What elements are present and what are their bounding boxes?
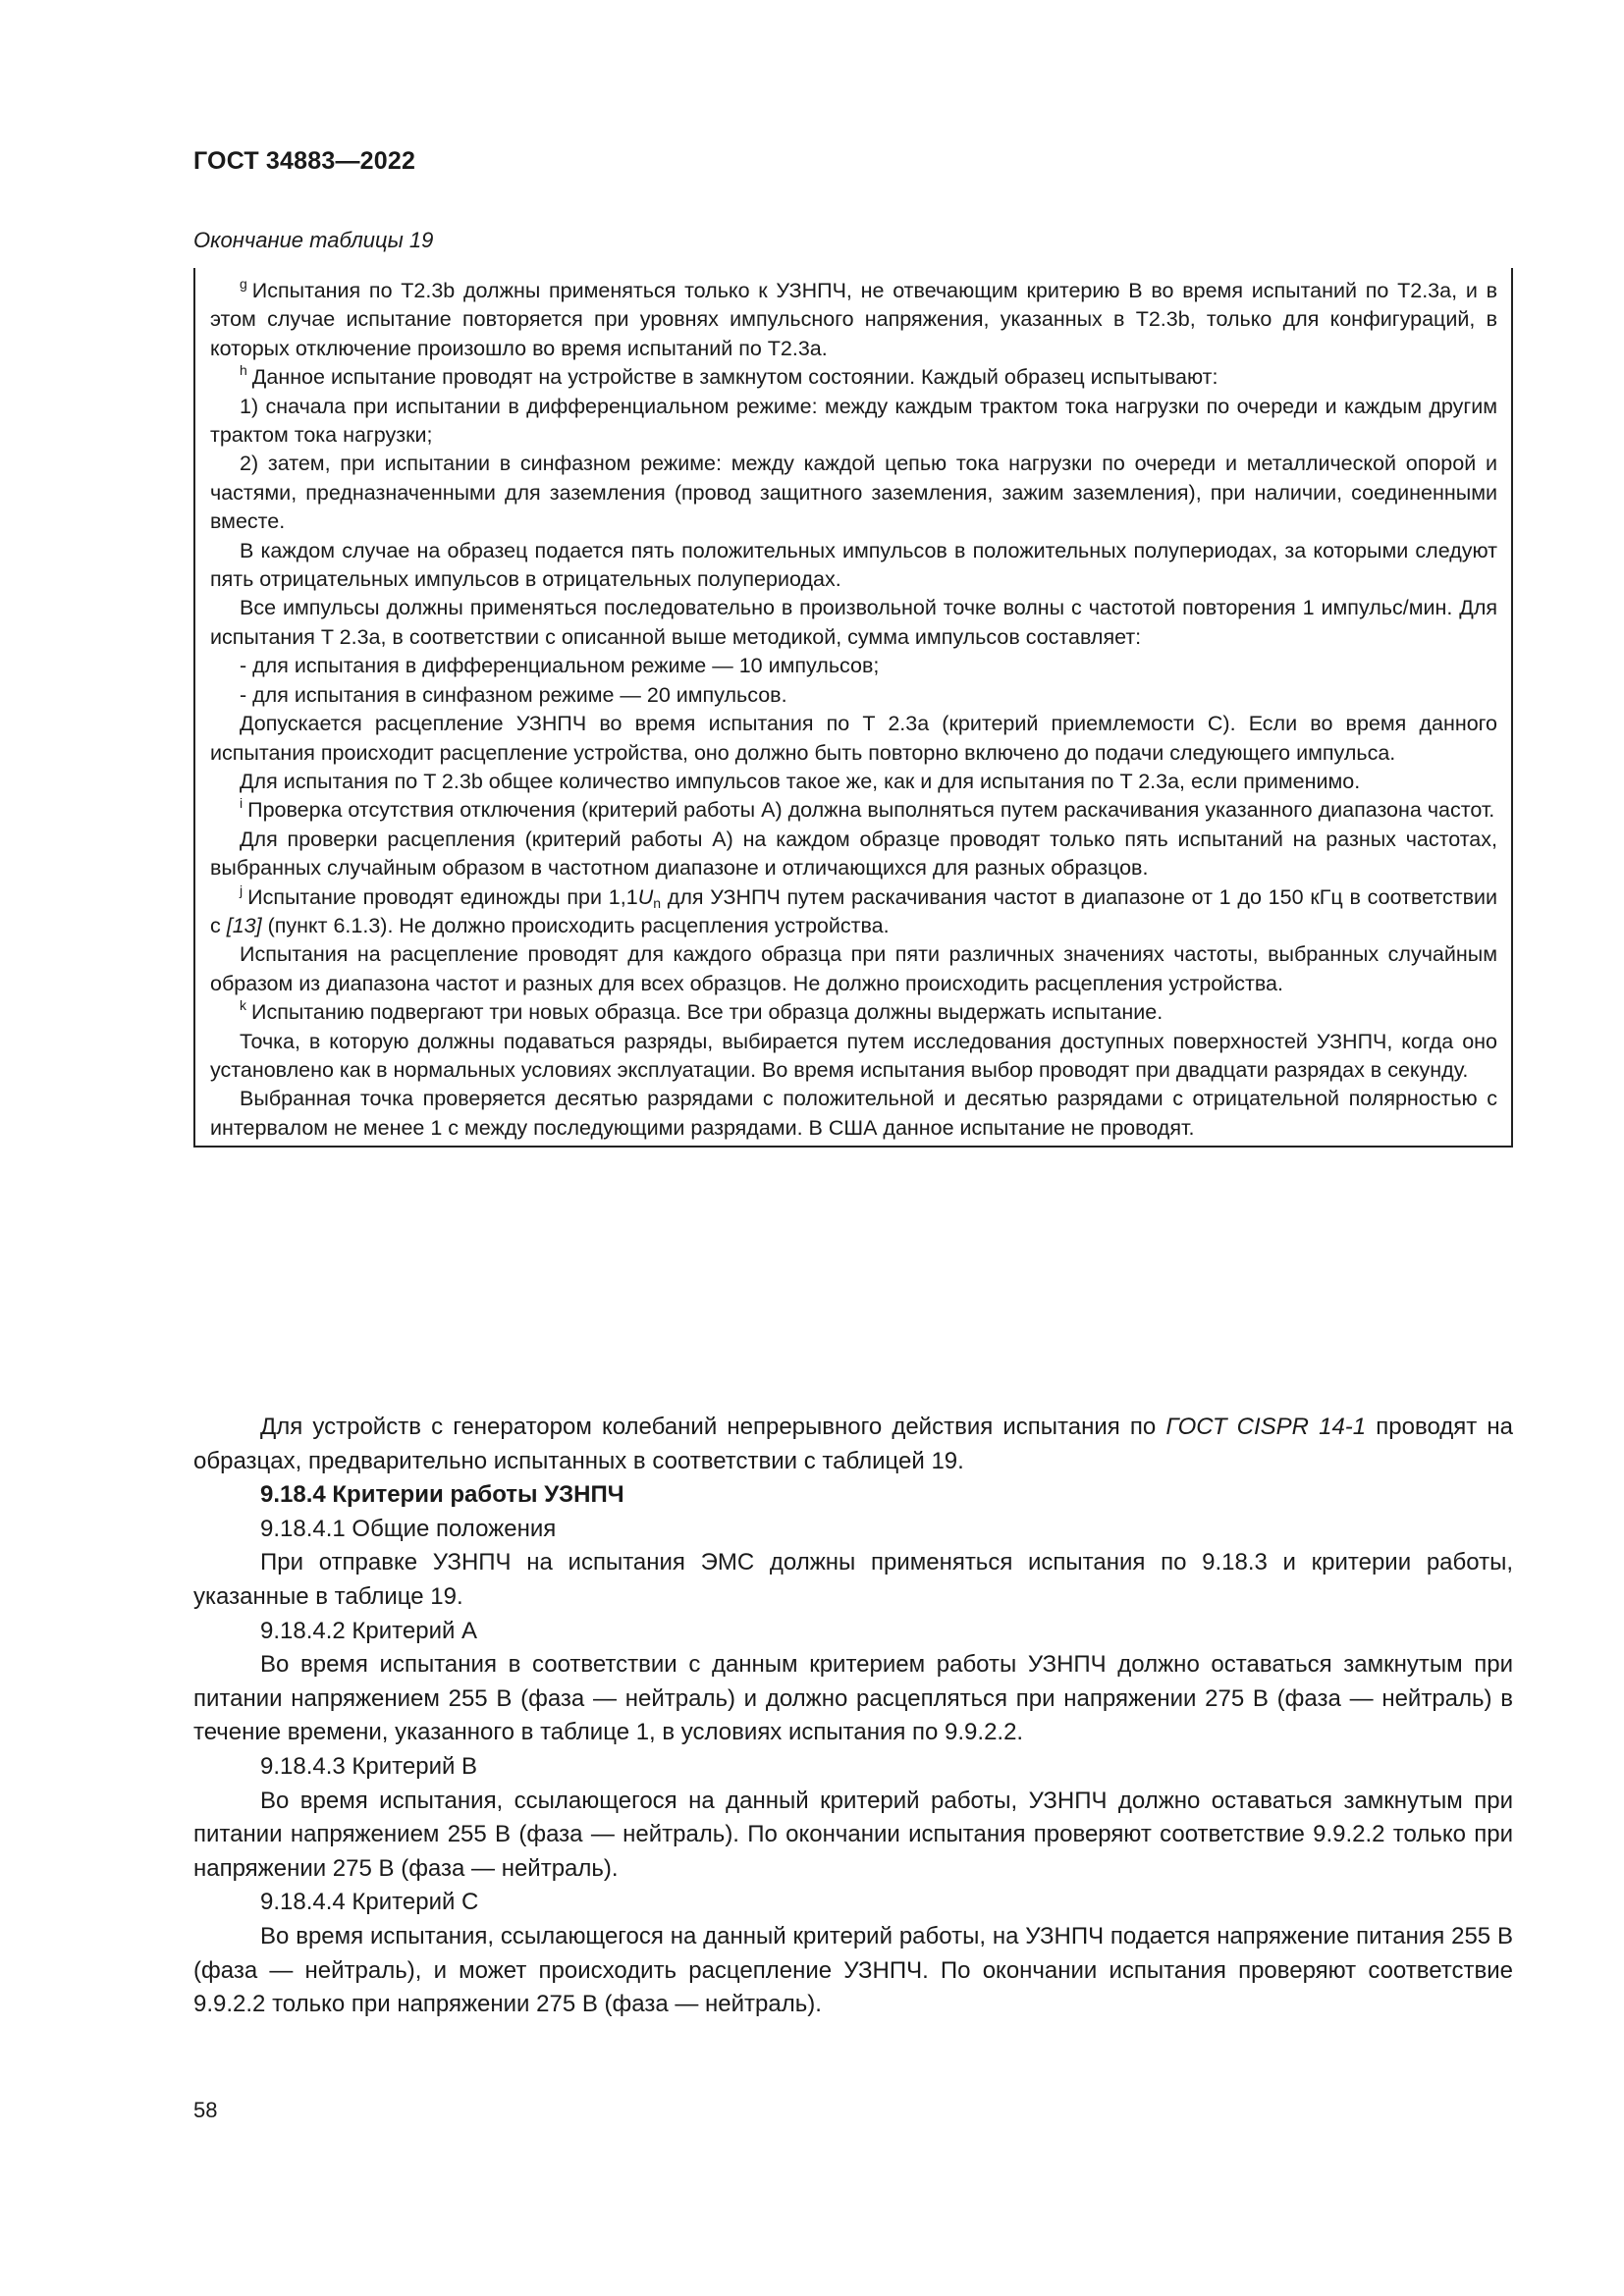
table-continuation-caption: Окончание таблицы 19	[193, 228, 434, 252]
footnote-text: Проверка отсутствия отключения (критерий работы А) должна выполняться путем раскачивания указанного диапазона частот.	[247, 798, 1495, 823]
footnote-paragraph: Выбранная точка проверяется десятью разрядами с положительной и десятью разрядами с отрицательной полярностью с интервалом не менее 1 с между последующими разрядами. В США данное испытание не проводят.	[210, 1087, 1497, 1140]
body-text-span: проводят на образцах, предварительно испытанных в соответствии с таблицей 19.	[193, 1414, 1514, 1474]
footnote-g	[210, 277, 1497, 363]
standard-reference: ГОСТ CISPR 14-1	[1165, 1414, 1367, 1440]
footnote-dash-item: - для испытания в дифференциальном режиме — 10 импульсов;	[240, 654, 880, 678]
footnote-marker: g	[240, 276, 247, 292]
body-paragraph: При отправке УЗНПЧ на испытания ЭМС должны применяться испытания по 9.18.3 и критерии работы, указанные в таблице 19.	[193, 1549, 1513, 1610]
footnote-text: (пункт 6.1.3). Не должно происходить расцепления устройства.	[261, 913, 890, 937]
footnote-dash-item: - для испытания в синфазном режиме — 20 импульсов.	[240, 682, 787, 707]
table-footnotes-box	[193, 268, 1513, 1148]
footnote-paragraph: Допускается расцепление УЗНПЧ во время испытания по T 2.3a (критерий приемлемости С). Если во время данного испытания происходит расцепление устройства, оно должно быть повторно включено до подачи следующего импульса.	[210, 712, 1497, 765]
document-header-title: ГОСТ 34883—2022	[193, 147, 416, 175]
footnote-text: для УЗНПЧ путем раскачивания частот в диапазоне от 1 до 150 кГц в соответствии с	[210, 884, 1498, 937]
footnote-marker: i	[240, 795, 244, 812]
subsection-heading: 9.18.4.3 Критерий В	[260, 1752, 478, 1780]
footnote-text: Испытание проводят единожды при 1,1	[247, 884, 638, 909]
footnote-paragraph: Точка, в которую должны подаваться разряды, выбирается путем исследования доступных поверхностей УЗНПЧ, когда оно установлено как в нормальных условиях эксплуатации. Во время испытания выбор проводят при двадцати разрядах в секунду.	[210, 1029, 1497, 1082]
subsection-heading: 9.18.4.1 Общие положения	[260, 1515, 557, 1542]
subsection-heading: 9.18.4.4 Критерий С	[260, 1889, 479, 1916]
variable-u: U	[637, 884, 654, 909]
footnote-h-item-2: 2) затем, при испытании в синфазном режиме: между каждой цепью тока нагрузки по очереди и металлической опорой и частями, предназначенными для заземления (провод защитного заземления, зажим заземления), при наличии, соединенными вместе.	[210, 452, 1497, 534]
footnote-j	[210, 883, 1497, 941]
footnote-marker: k	[240, 997, 246, 1014]
subsection-heading: 9.18.4.2 Критерий А	[260, 1617, 478, 1644]
body-text	[193, 1411, 1513, 2022]
footnote-text: Испытания по T2.3b должны применяться только к УЗНПЧ, не отвечающим критерию В во время испытаний по T2.3a, и в этом случае испытание повторяется при уровнях импульсного напряжения, указанных в T2.3b, только для конфигураций, в которых отключение произошло во время испытаний по T2.3a.	[210, 279, 1497, 360]
footnote-marker: j	[240, 881, 244, 898]
footnote-paragraph: Все импульсы должны применяться последовательно в произвольной точке волны с частотой повторения 1 импульс/мин. Для испытания T 2.3a, в соответствии с описанной выше методикой, сумма импульсов составляет:	[210, 596, 1497, 649]
footnote-paragraph: Для проверки расцепления (критерий работы А) на каждом образце проводят только пять испытаний на разных частотах, выбранных случайным образом в частотном диапазоне и отличающихся для разных образцов.	[210, 827, 1497, 881]
page-number: 58	[193, 2098, 218, 2122]
footnote-h-item-1: 1) сначала при испытании в дифференциальном режиме: между каждым трактом тока нагрузки по очереди и каждым другим трактом тока нагрузки;	[210, 394, 1497, 448]
footnote-text: Испытанию подвергают три новых образца. Все три образца должны выдержать испытание.	[251, 1000, 1164, 1025]
footnote-paragraph: Испытания на расцепление проводят для каждого образца при пяти различных значениях частоты, выбранных случайным образом из диапазона частот и разных для всех образцов. Не должно происходить расцепления устройства.	[210, 942, 1497, 995]
body-paragraph: Во время испытания, ссылающегося на данный критерий работы, на УЗНПЧ подается напряжение питания 255 В (фаза — нейтраль), и может происходить расцепление УЗНПЧ. По окончании испытания проверяют соответствие 9.9.2.2 только при напряжении 275 В (фаза — нейтраль).	[193, 1922, 1513, 2018]
section-heading: 9.18.4 Критерии работы УЗНПЧ	[260, 1481, 624, 1509]
footnote-marker: h	[240, 362, 247, 379]
footnote-i	[210, 796, 1497, 825]
body-paragraph: Во время испытания в соответствии с данным критерием работы УЗНПЧ должно оставаться замкнутым при питании напряжением 255 В (фаза — нейтраль) и должно расцепляться при напряжении 275 В (фаза — нейтраль) в течение времени, указанного в таблице 1, в условиях испытания по 9.9.2.2.	[193, 1651, 1513, 1746]
body-text-span: Для устройств с генератором колебаний непрерывного действия испытания по	[260, 1414, 1166, 1440]
footnote-k	[210, 998, 1497, 1027]
footnote-paragraph: В каждом случае на образец подается пять положительных импульсов в положительных полупериодах, за которыми следуют пять отрицательных импульсов в отрицательных полупериодах.	[210, 538, 1497, 592]
body-paragraph: Во время испытания, ссылающегося на данный критерий работы, УЗНПЧ должно оставаться замкнутым при питании напряжением 255 В (фаза — нейтраль). По окончании испытания проверяют соответствие 9.9.2.2 только при напряжении 275 В (фаза — нейтраль).	[193, 1787, 1513, 1882]
footnote-h	[210, 363, 1497, 392]
footnote-paragraph: Для испытания по T 2.3b общее количество импульсов такое же, как и для испытания по T 2.3a, если применимо.	[240, 769, 1361, 793]
body-paragraph	[193, 1411, 1513, 1478]
reference-link: [13]	[226, 913, 262, 937]
footnote-text: Данное испытание проводят на устройстве в замкнутом состоянии. Каждый образец испытывают:	[251, 365, 1218, 390]
variable-subscript: n	[653, 894, 662, 911]
